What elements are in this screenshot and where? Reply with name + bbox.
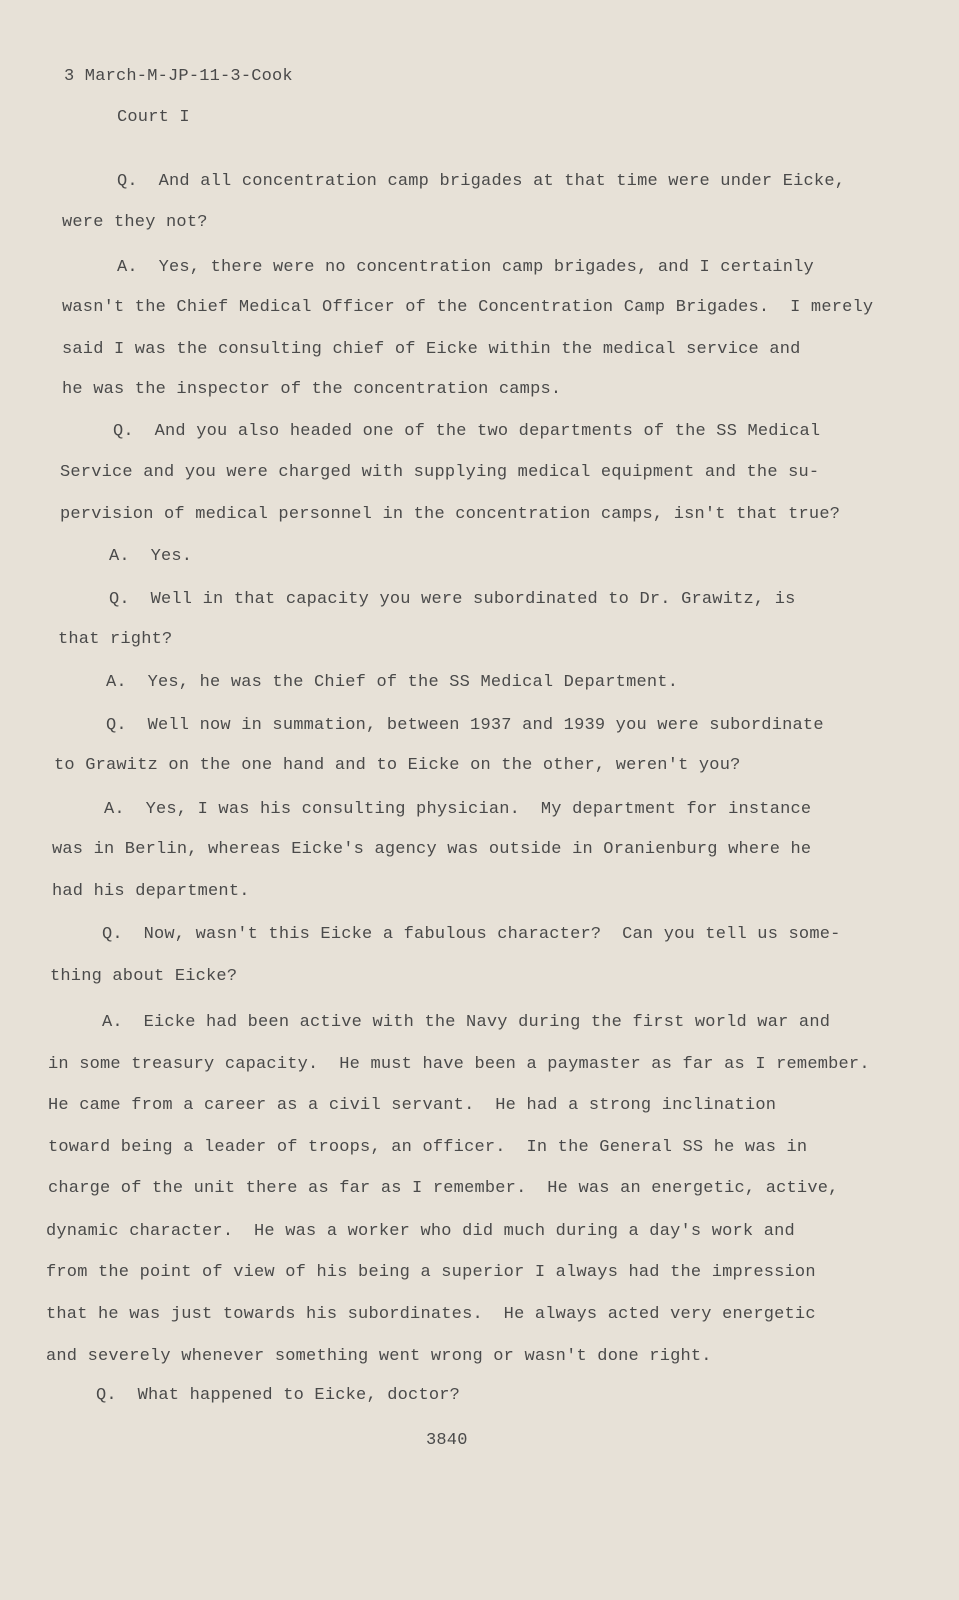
transcript-line: Q. Now, wasn't this Eicke a fabulous character? Can you tell us some-: [102, 925, 841, 944]
transcript-line: A. Yes, he was the Chief of the SS Medical Department.: [106, 673, 679, 692]
court-label: Court I: [117, 108, 190, 127]
transcript-line: A. Yes.: [109, 547, 193, 566]
transcript-line: said I was the consulting chief of Eicke within the medical service and: [62, 340, 801, 359]
transcript-line: Q. And all concentration camp brigades at that time were under Eicke,: [117, 172, 846, 191]
transcript-line: had his department.: [52, 882, 250, 901]
transcript-line: Q. Well in that capacity you were subordinated to Dr. Grawitz, is: [109, 590, 796, 609]
transcript-line: Service and you were charged with supplying medical equipment and the su-: [60, 463, 820, 482]
transcript-line: that he was just towards his subordinates. He always acted very energetic: [46, 1305, 816, 1324]
transcript-line: pervision of medical personnel in the concentration camps, isn't that true?: [60, 505, 841, 524]
transcript-line: He came from a career as a civil servant. He had a strong inclination: [48, 1096, 777, 1115]
transcript-line: to Grawitz on the one hand and to Eicke on the other, weren't you?: [54, 756, 741, 775]
transcript-line: from the point of view of his being a superior I always had the impression: [46, 1263, 816, 1282]
page-number: 3840: [426, 1431, 468, 1450]
transcript-line: A. Eicke had been active with the Navy during the first world war and: [102, 1013, 831, 1032]
transcript-line: Q. Well now in summation, between 1937 and 1939 you were subordinate: [106, 716, 824, 735]
transcript-line: that right?: [58, 630, 173, 649]
transcript-line: A. Yes, I was his consulting physician. My department for instance: [104, 800, 812, 819]
transcript-line: Q. And you also headed one of the two departments of the SS Medical: [113, 422, 821, 441]
transcript-line: thing about Eicke?: [50, 967, 238, 986]
transcript-line: charge of the unit there as far as I remember. He was an energetic, active,: [48, 1179, 839, 1198]
transcript-line: wasn't the Chief Medical Officer of the Concentration Camp Brigades. I merely: [62, 298, 874, 317]
transcript-line: Q. What happened to Eicke, doctor?: [96, 1386, 461, 1405]
transcript-line: was in Berlin, whereas Eicke's agency was outside in Oranienburg where he: [52, 840, 812, 859]
transcript-line: toward being a leader of troops, an officer. In the General SS he was in: [48, 1138, 808, 1157]
transcript-line: and severely whenever something went wrong or wasn't done right.: [46, 1347, 712, 1366]
document-reference: 3 March-M-JP-11-3-Cook: [64, 67, 293, 86]
transcript-line: in some treasury capacity. He must have been a paymaster as far as I remember.: [48, 1055, 870, 1074]
transcript-line: dynamic character. He was a worker who did much during a day's work and: [46, 1222, 795, 1241]
transcript-line: A. Yes, there were no concentration camp brigades, and I certainly: [117, 258, 814, 277]
transcript-line: were they not?: [62, 213, 208, 232]
transcript-line: he was the inspector of the concentration camps.: [62, 380, 562, 399]
